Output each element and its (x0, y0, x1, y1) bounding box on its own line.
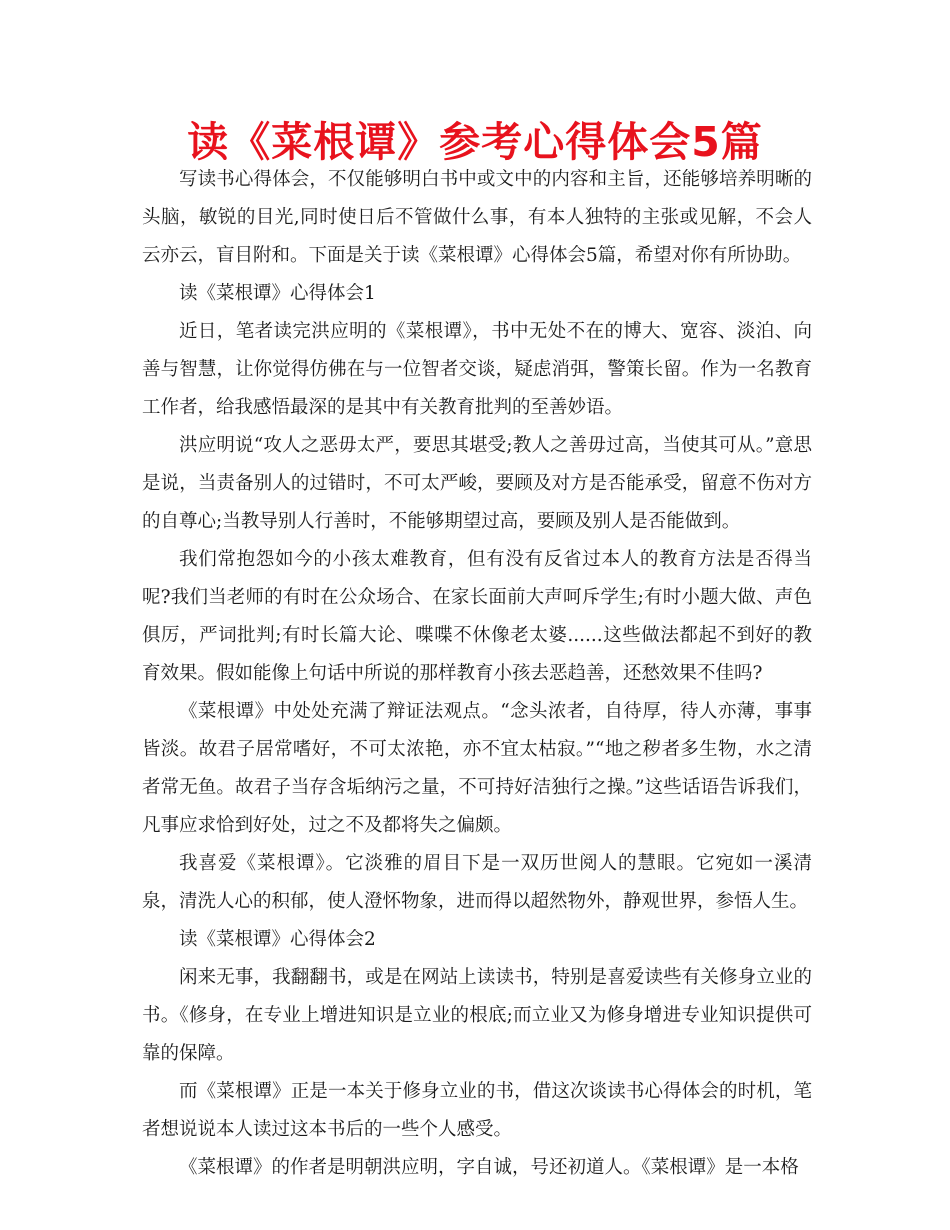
body-paragraph: 《菜根谭》中处处充满了辩证法观点。“念头浓者，自待厚，待人亦薄，事事皆淡。故君子居常嗜好，不可太浓艳，亦不宜太枯寂。”“地之秽者多生物，水之清者常无鱼。故君子当存含垢纳污之量，不可持好洁独行之操。”这些话语告诉我们，凡事应求恰到好处，过之不及都将失之偏颇。 (142, 701, 812, 836)
body-paragraph: 闲来无事，我翻翻书，或是在网站上读读书，特别是喜爱读些有关修身立业的书。《修身，在专业上增进知识是立业的根底;而立业又为修身增进专业知识提供可靠的保障。 (142, 967, 812, 1064)
document-title: 读《菜根谭》参考心得体会5篇 (187, 118, 763, 166)
body-paragraph: 近日，笔者读完洪应明的《菜根谭》，书中无处不在的博大、宽容、淡泊、向善与智慧，让你觉得仿佛在与一位智者交谈，疑虑消弭，警策长留。作为一名教育工作者，给我感悟最深的是其中有关教育批判的至善妙语。 (142, 321, 812, 418)
body-paragraph: 洪应明说“攻人之恶毋太严，要思其堪受;教人之善毋过高，当使其可从。”意思是说，当责备别人的过错时，不可太严峻，要顾及对方是否能承受，留意不伤对方的自尊心;当教导别人行善时，不能够期望过高，要顾及别人是否能做到。 (142, 435, 812, 532)
body-paragraph: 而《菜根谭》正是一本关于修身立业的书，借这次谈读书心得体会的时机，笔者想说说本人读过这本书后的一些个人感受。 (142, 1081, 812, 1140)
section-heading-2: 读《菜根谭》心得体会2 (179, 929, 376, 950)
section-heading-1: 读《菜根谭》心得体会1 (179, 283, 376, 304)
document-body (142, 161, 812, 1187)
intro-paragraph: 写读书心得体会，不仅能够明白书中或文中的内容和主旨，还能够培养明晰的头脑，敏锐的目光,同时使日后不管做什么事，有本人独特的主张或见解，不会人云亦云，盲目附和。下面是关于读《菜根谭》心得体会5篇，希望对你有所协助。 (142, 169, 812, 266)
body-paragraph: 我们常抱怨如今的小孩太难教育，但有没有反省过本人的教育方法是否得当呢?我们当老师的有时在公众场合、在家长面前大声呵斥学生;有时小题大做、声色俱厉，严词批判;有时长篇大论、喋喋不休像老太婆......这些做法都起不到好的教育效果。假如能像上句话中所说的那样教育小孩去恶趋善，还愁效果不佳吗? (142, 549, 812, 684)
body-paragraph: 《菜根谭》的作者是明朝洪应明，字自诚，号还初道人。《菜根谭》是一本格 (179, 1157, 799, 1178)
body-paragraph: 我喜爱《菜根谭》。它淡雅的眉目下是一双历世阅人的慧眼。它宛如一溪清泉，清洗人心的积郁，使人澄怀物象，进而得以超然物外，静观世界，参悟人生。 (142, 853, 812, 912)
